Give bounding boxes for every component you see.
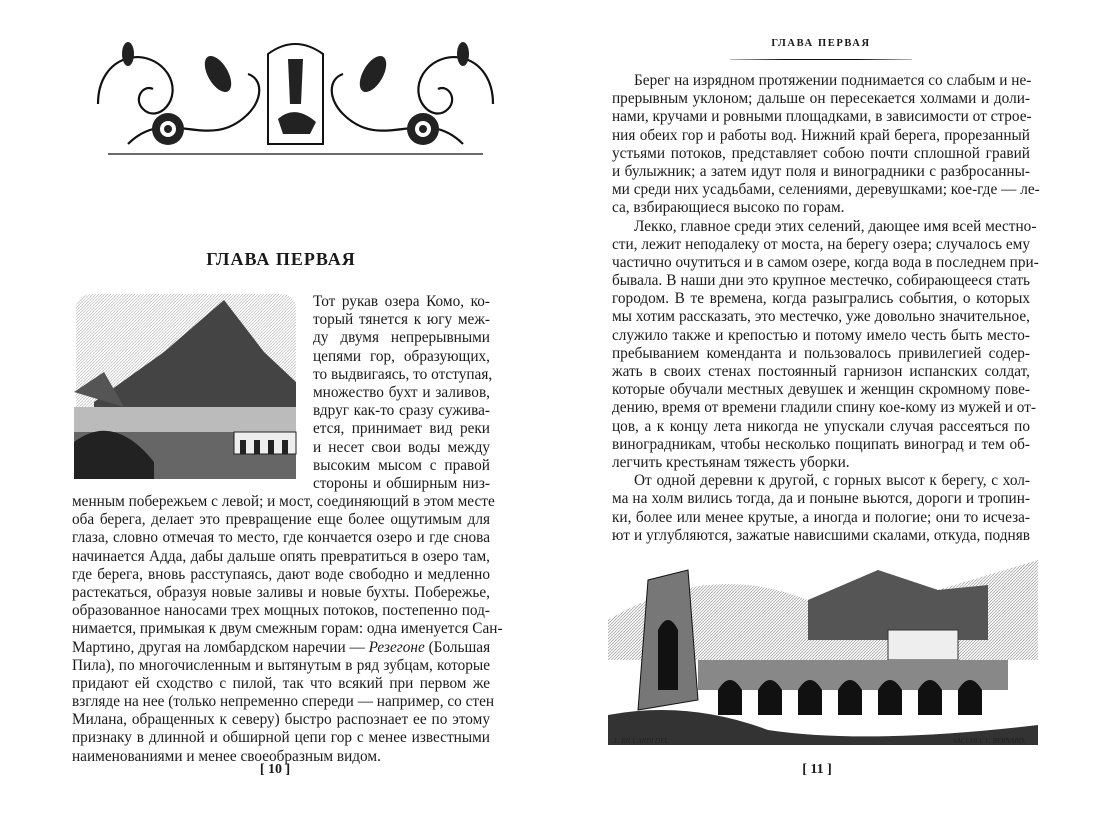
text-line: Лекко, главное среди этих селений, дающее имя всей местно- xyxy=(634,217,1037,235)
text-segment: Мартино, другая на ломбардском наречии — xyxy=(72,638,369,656)
text-line: ми среди них усадьбами, селениями, деревушками; кое-где — ле- xyxy=(612,181,1040,199)
text-line: мы хотим рассказать, это местечко, уже довольно значительное, xyxy=(612,308,1030,326)
text-line: нимается, примыкая к двум смежным горам: одна именуется Сан- xyxy=(72,620,503,638)
text-line: пребыванием коменданта и пользовалось привилегией содер- xyxy=(612,344,1030,362)
text-line: глаза, словно отмечая то место, где кончается озеро и где снова xyxy=(72,529,490,547)
text-line: устьями потоков, представляет собою почти сплошной гравий xyxy=(612,144,1030,162)
text-line: цепями гор, образующих, xyxy=(313,347,490,365)
headpiece-ornament xyxy=(88,34,503,164)
text-line: которые обучали местных девушек и женщин скромному пове- xyxy=(612,381,1030,399)
text-line: ния обеих гор и работы вод. Нижний край берега, прорезанный xyxy=(612,126,1030,144)
text-line: ют и углубляются, зажатые нависшими скалами, откуда, подняв xyxy=(612,526,1030,544)
text-line: ду двумя непрерывными xyxy=(313,329,490,347)
text-line: служило также и крепостью и потому имело честь быть место- xyxy=(612,326,1030,344)
text-line-with-italic xyxy=(72,639,490,657)
text-line: са, взбирающиеся высоко по горам. xyxy=(612,199,845,217)
page-number: [ 11 ] xyxy=(802,762,832,777)
text-line: ма на холм вились тогда, да и поныне вьются, дороги и тропин- xyxy=(612,490,1030,508)
text-line: частично очутиться и в самом озере, когда вода в последнем при- xyxy=(612,253,1039,271)
text-line: начинается Адда, дабы дальше опять превратиться в озеро там, xyxy=(72,547,490,565)
text-line: Милана, обращенных к северу) быстро распознает ее по этому xyxy=(72,711,490,729)
text-line: сти, лежит неподалеку от моста, на берегу озера; случалось ему xyxy=(612,235,1030,253)
wrapped-text-column xyxy=(313,293,493,493)
text-line: наименованиями и менее своеобразным видом. xyxy=(72,747,381,765)
text-line: менным побережьем с левой; и мост, соединяющий в этом месте xyxy=(72,493,495,510)
text-line: и булыжник; а затем идут поля и виноградники с разбросанны- xyxy=(612,162,1030,180)
text-line: цов, а к концу лета никогда не упускали случая рассеяться по xyxy=(612,417,1030,435)
text-line: где берега, вновь расступаясь, дают воде свободно и медленно xyxy=(72,565,490,583)
body-text xyxy=(72,493,503,766)
text-line: то выдвигаясь, то отступая, xyxy=(313,365,493,383)
page-number: [ 10 ] xyxy=(259,762,291,777)
text-line: ки, более или менее крутые, а иногда и пологие; они то исчеза- xyxy=(612,508,1030,526)
text-line: оба берега, делает это превращение еще более ощутимым для xyxy=(72,511,490,529)
text-line: растекаться, образуя новые заливы и новые бухты. Побережье, xyxy=(72,583,490,601)
engraving-signature-left: L. RICCARDI DEL. xyxy=(614,737,670,745)
text-line: Пила), по многочисленным и вытянутым в ряд зубцам, которые xyxy=(72,656,490,674)
running-head-rule xyxy=(730,59,912,60)
engraving-lecco-bridge xyxy=(608,540,1038,745)
engraving-lake-como xyxy=(74,292,298,486)
right-page xyxy=(550,0,1100,825)
text-line: придают ей сходство с пилой, так что всякий при первом же xyxy=(72,674,490,692)
text-line: и несет свои воды между xyxy=(313,438,490,456)
text-line: вдруг как-то сразу сужива- xyxy=(313,402,490,420)
text-line: легчить крестьянам тяжесть уборки. xyxy=(612,453,850,471)
body-text xyxy=(612,72,1040,545)
text-line: ется, принимает вид реки xyxy=(313,420,490,438)
text-line: образованное наносами трех мощных потоков, постепенно под- xyxy=(72,602,490,620)
text-line: городом. В те времена, когда разыгрались события, о которых xyxy=(612,290,1030,308)
running-head: ГЛАВА ПЕРВАЯ xyxy=(771,38,871,49)
text-line: Тот рукав озера Комо, ко- xyxy=(313,293,490,310)
text-line: виноградникам, чтобы несколько пощипать виноград и тем об- xyxy=(612,435,1030,453)
text-line: нами, кручами и ровными площадками, в зависимости от строе- xyxy=(612,108,1032,126)
chapter-title: ГЛАВА ПЕРВАЯ xyxy=(206,249,356,269)
engraving-signature-right: SACCHI E L. BERNARD. xyxy=(953,737,1026,745)
text-line: торый тянется к югу меж- xyxy=(313,311,490,329)
text-line: взгляде на нее (только непременно спереди — например, со стен xyxy=(72,693,495,711)
text-segment: (Большая xyxy=(424,638,491,656)
text-line: жать в своих стенах постоянный гарнизон испанских солдат, xyxy=(612,363,1030,380)
text-line: От одной деревни к другой, с горных высот к берегу, с хол- xyxy=(634,472,1030,490)
text-line: прерывным уклоном; дальше он пересекается холмами и доли- xyxy=(612,90,1030,108)
text-line: дению, время от времени гладили спину кое-кому из мужей и от- xyxy=(612,399,1036,417)
text-line: высоким мысом с правой xyxy=(313,456,490,474)
text-line: Берег на изрядном протяжении поднимается со слабым и не- xyxy=(634,72,1032,89)
italic-term: Резегоне xyxy=(368,638,425,656)
text-line: стороны и обширным низ- xyxy=(313,474,490,492)
text-line: признаку в длинной и обширной цепи гор с менее известными xyxy=(72,729,490,747)
text-line: бывала. В наши дни это крупное местечко, собирающееся стать xyxy=(612,272,1030,290)
text-line: множество бухт и заливов, xyxy=(313,383,490,401)
